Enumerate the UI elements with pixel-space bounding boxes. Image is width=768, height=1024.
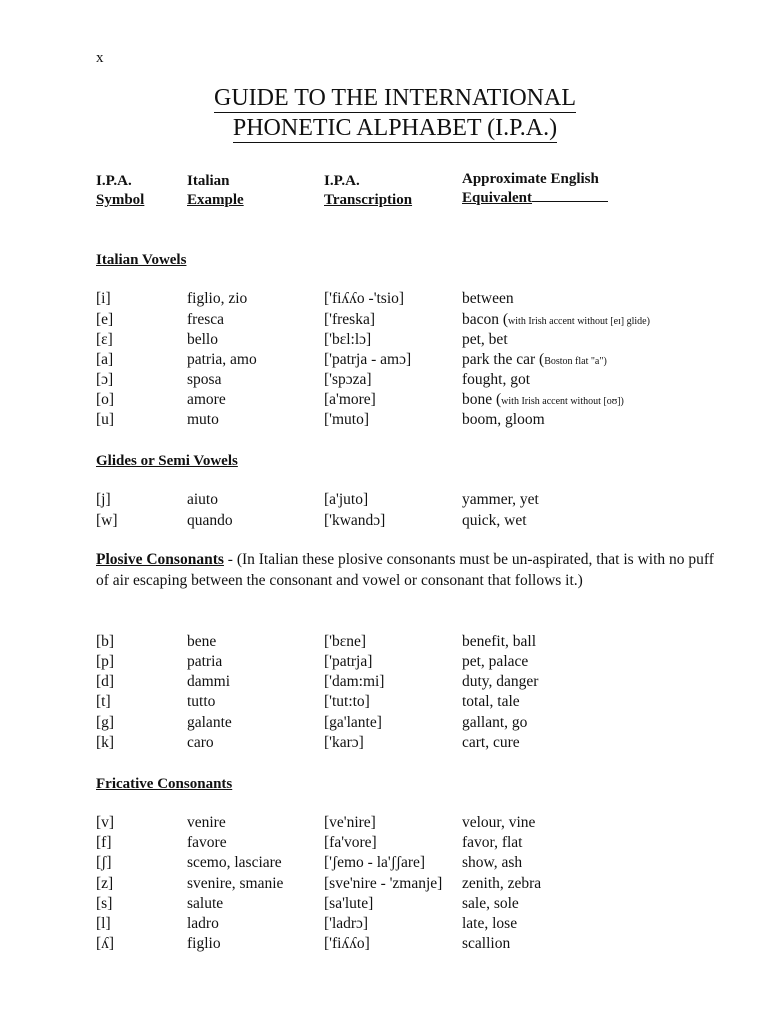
table-row: [t] tutto ['tut:to] total, tale — [96, 693, 520, 710]
table-row: [d] dammi ['dam:mi] duty, danger — [96, 673, 539, 690]
section-heading-plosives: Plosive Consonants — [96, 551, 224, 568]
section-heading-fricatives: Fricative Consonants — [96, 776, 233, 792]
table-row: [i] figlio, zio ['fiʎʎo -'tsio] between — [96, 290, 514, 307]
table-row: [b] bene ['bɛne] benefit, ball — [96, 633, 537, 650]
plosive-description: - (In Italian these plosive consonants must be un-aspirated, that is with no puff of air escaping between the consonant and vowel or consonant that follows it.) — [96, 551, 714, 589]
table-row: [g] galante [ga'lante] gallant, go — [96, 714, 528, 731]
plosive-note — [96, 550, 716, 591]
column-header-ipa: I.P.A. Transcription — [324, 173, 413, 208]
page-title-line-1: GUIDE TO THE INTERNATIONAL — [214, 85, 576, 111]
page-number: x — [96, 50, 104, 66]
table-row: [l] ladro ['ladrɔ] late, lose — [96, 915, 518, 932]
column-header-symbol: I.P.A. Symbol — [96, 173, 145, 208]
table-row: [ʎ] figlio ['fiʎʎo] scallion — [96, 935, 511, 952]
table-row: [p] patria ['patrja] pet, palace — [96, 653, 529, 670]
table-row: [s] salute [sa'lute] sale, sole — [96, 895, 519, 912]
table-row: [j] aiuto [a'juto] yammer, yet — [96, 491, 539, 508]
table-row: [e] fresca ['freska] bacon (with Irish accent without [eɪ] glide) — [96, 311, 650, 328]
table-row: [f] favore [fa'vore] favor, flat — [96, 834, 523, 851]
column-header-italian: Italian Example — [187, 173, 244, 208]
table-row: [v] venire [ve'nire] velour, vine — [96, 814, 536, 831]
table-row: [u] muto ['muto] boom, gloom — [96, 411, 545, 428]
table-row: [w] quando ['kwandɔ] quick, wet — [96, 512, 527, 529]
section-heading-glides: Glides or Semi Vowels — [96, 453, 238, 469]
section-heading-vowels: Italian Vowels — [96, 252, 187, 268]
column-header-english: Approximate English Equivalent — [462, 170, 608, 208]
table-row: [ɛ] bello ['bɛl:lɔ] pet, bet — [96, 331, 508, 348]
table-row: [z] svenire, smanie [sve'nire - 'zmanje] zenith, zebra — [96, 875, 542, 892]
table-row: [ɔ] sposa ['spɔza] fought, got — [96, 371, 531, 388]
table-row: [o] amore [a'more] bone (with Irish accent without [oʊ]) — [96, 391, 624, 408]
table-row: [a] patria, amo ['patrja - amɔ] park the car (Boston flat "a") — [96, 351, 607, 368]
table-row: [k] caro ['karɔ] cart, cure — [96, 734, 520, 751]
page-title-line-2: PHONETIC ALPHABET (I.P.A.) — [232, 115, 558, 141]
table-row: [ʃ] scemo, lasciare ['ʃemo - la'ʃʃare] show, ash — [96, 854, 523, 871]
